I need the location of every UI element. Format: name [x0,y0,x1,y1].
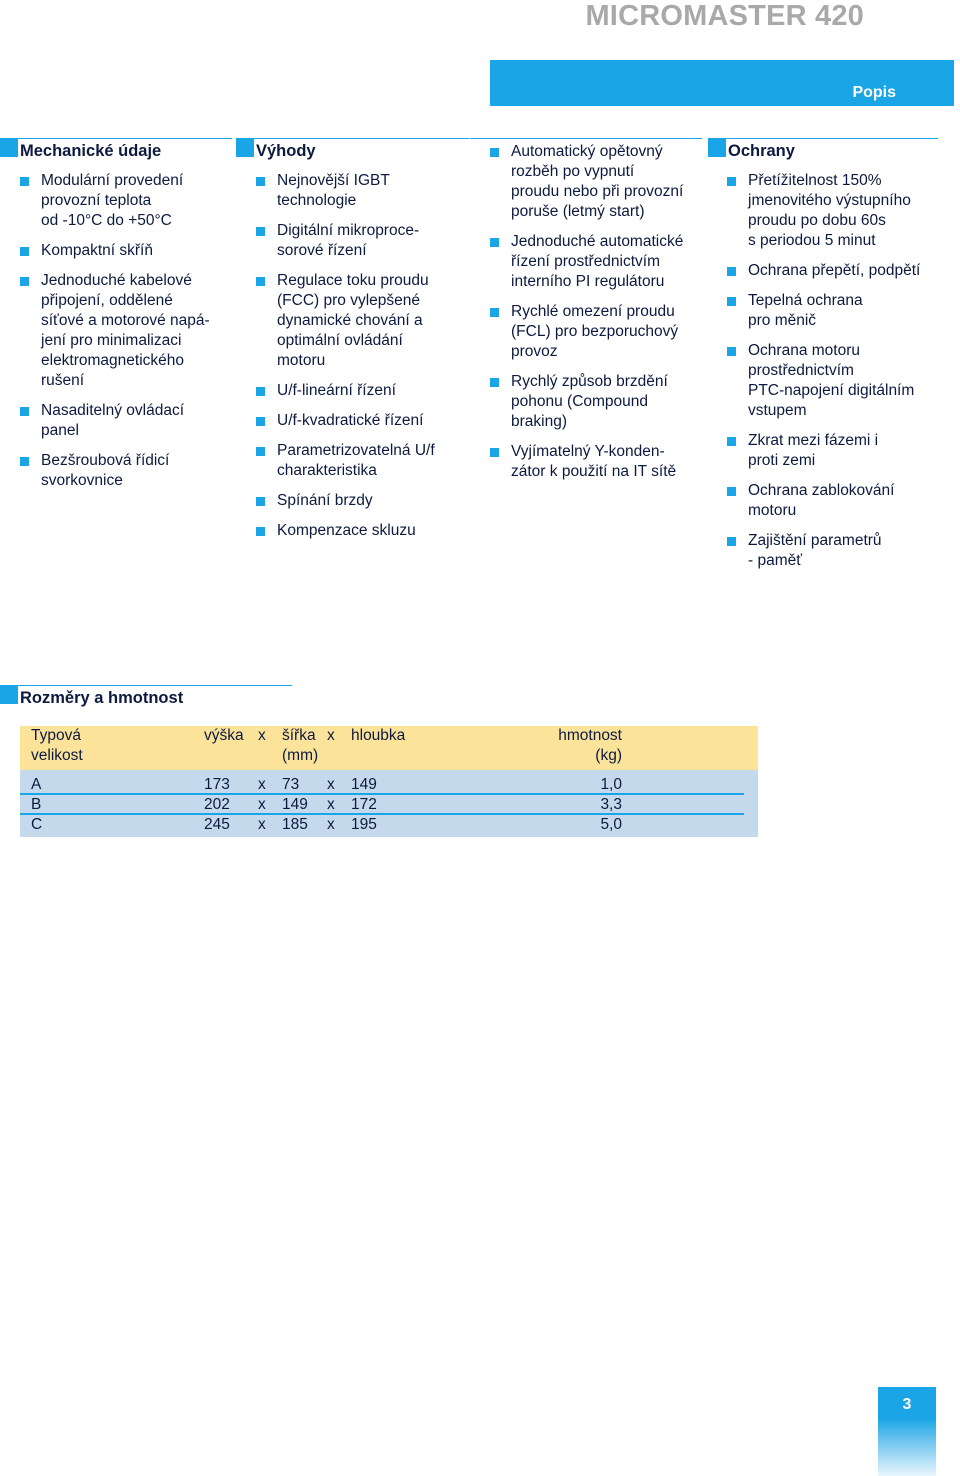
cell-weight: 5,0 [600,816,622,833]
table-body [20,770,758,837]
list-item [20,241,232,261]
cell-height: 202 [204,796,230,813]
cell-x-separator: x [258,796,266,813]
list-item-text: Kompenzace skluzu [277,522,416,539]
cell-x-separator: x [258,816,266,833]
bullet-square-icon [20,277,29,286]
cell-weight: 1,0 [600,776,622,793]
list-item [256,521,469,541]
list-item [727,531,938,571]
bullet-square-icon [490,148,499,157]
mechanical-column [0,138,232,501]
list-item-text: Tepelná ochrana pro měnič [748,292,863,329]
bullet-square-icon [727,437,736,446]
heading-square-icon [236,139,254,157]
list-item [256,411,469,431]
bullet-list [20,171,232,491]
list-item [20,171,232,231]
header-x-separator: x [258,727,266,744]
cell-height: 173 [204,776,230,793]
list-item-text: Nejnovější IGBT technologie [277,172,390,209]
list-item-text: Ochrana přepětí, podpětí [748,262,921,279]
heading-square-icon [0,686,18,704]
bullet-square-icon [490,238,499,247]
bullet-square-icon [256,527,265,536]
list-item-text: Parametrizovatelná U/f charakteristika [277,442,435,479]
bullet-square-icon [727,297,736,306]
cell-weight: 3,3 [600,796,622,813]
list-item [20,271,232,391]
table-header [20,726,758,770]
bullet-list [256,171,469,541]
list-item [727,291,938,331]
list-item-text: Automatický opětovný rozběh po vypnutí proudu nebo při provozní poruše (letmý start) [511,143,684,220]
section-title: Rozměry a hmotnost [20,689,184,707]
cell-x-separator: x [258,776,266,793]
list-item-text: Ochrana motoru prostřednictvím PTC-napojení digitálním vstupem [748,342,915,419]
list-item [727,171,938,251]
section-header [708,138,938,163]
bullet-square-icon [490,448,499,457]
list-item-text: Přetížitelnost 150% jmenovitého výstupního proudu po dobu 60s s periodou 5 minut [748,172,911,249]
section-header [236,138,469,163]
header-weight: hmotnost (kg) [558,727,622,764]
section-title: Mechanické údaje [20,142,162,160]
list-item [256,381,469,401]
cell-width: 185 [282,816,308,833]
bullet-square-icon [727,177,736,186]
list-item [256,491,469,511]
row-divider [20,793,744,795]
list-item [727,481,938,521]
bullet-square-icon [256,447,265,456]
bullet-square-icon [20,407,29,416]
list-item-text: Modulární provedení provozní teplota od -10°C do +50°C [41,172,184,229]
list-item-text: Ochrana zablokování motoru [748,482,895,519]
bullet-square-icon [256,277,265,286]
cell-size: A [31,776,42,793]
bullet-square-icon [727,487,736,496]
cell-height: 245 [204,816,230,833]
cell-width: 149 [282,796,308,813]
section-title: Ochrany [728,142,795,160]
bullet-square-icon [256,387,265,396]
header-x-separator: x [327,727,335,744]
list-item-text: Jednoduché automatické řízení prostřednictvím interního PI regulátoru [511,233,684,290]
cell-width: 73 [282,776,300,793]
section-label: Popis [852,84,896,101]
heading-square-icon [0,139,18,157]
list-item-text: U/f-lineární řízení [277,382,396,399]
bullet-square-icon [20,247,29,256]
protection-column [708,138,938,581]
header-size: Typová velikost [31,727,83,764]
cell-x-separator: x [327,796,335,813]
list-item-text: Spínání brzdy [277,492,373,509]
list-item-text: Rychlé omezení proudu (FCL) pro bezporuchový provoz [511,303,679,360]
advantages-continued-column [470,138,702,492]
list-item-text: Rychlý způsob brzdění pohonu (Compound braking) [511,373,668,430]
list-item-text: U/f-kvadratické řízení [277,412,424,429]
list-item-text: Jednoduché kabelové připojení, oddělené síťové a motorové napá- jení pro minimalizaci elektromagnetického rušení [41,272,210,389]
list-item-text: Nasaditelný ovládací panel [41,402,185,439]
bullet-square-icon [727,537,736,546]
cell-size: B [31,796,42,813]
list-item-text: Kompaktní skříň [41,242,153,259]
cell-depth: 195 [351,816,377,833]
list-item [256,221,469,261]
list-item [490,142,702,222]
header-width: šířka (mm) [282,727,319,764]
bullet-square-icon [490,378,499,387]
document-title: MICROMASTER 420 [585,0,864,32]
list-item-text: Vyjímatelný Y-konden- zátor k použití na IT sítě [511,443,677,480]
list-item [727,341,938,421]
cell-x-separator: x [327,816,335,833]
bullet-square-icon [727,347,736,356]
list-item [727,261,938,281]
bullet-square-icon [256,227,265,236]
list-item [490,302,702,362]
dimensions-header [0,685,292,710]
bullet-square-icon [20,177,29,186]
bullet-square-icon [256,497,265,506]
bullet-square-icon [727,267,736,276]
bullet-square-icon [490,308,499,317]
list-item-text: Regulace toku proudu (FCC) pro vylepšené dynamické chování a optimální ovládání motoru [277,272,429,369]
list-item [490,442,702,482]
list-item [490,232,702,292]
page-number: 3 [902,1396,912,1413]
list-item-text: Digitální mikroproce- sorové řízení [277,222,420,259]
cell-depth: 172 [351,796,377,813]
bullet-square-icon [256,417,265,426]
list-item-text: Zkrat mezi fázemi i proti zemi [748,432,879,469]
list-item [727,431,938,471]
cell-x-separator: x [327,776,335,793]
bullet-list [727,171,938,571]
list-item [20,451,232,491]
section-header [0,138,232,163]
section-header [0,685,292,710]
list-item [256,271,469,371]
section-title: Výhody [256,142,316,160]
row-divider [20,813,744,815]
cell-size: C [31,816,43,833]
dimensions-table [20,726,758,837]
list-item [256,441,469,481]
bullet-square-icon [20,457,29,466]
advantages-column [236,138,469,551]
page-number-tab [878,1387,936,1476]
list-item-text: Zajištění parametrů - paměť [748,532,882,569]
list-item-text: Bezšroubová řídicí svorkovnice [41,452,170,489]
bullet-square-icon [256,177,265,186]
header-depth: hloubka [351,727,406,744]
list-item [256,171,469,211]
bullet-list [490,142,702,482]
list-item [20,401,232,441]
header-height: výška [204,727,244,744]
list-item [490,372,702,432]
cell-depth: 149 [351,776,377,793]
section-band [490,60,954,106]
heading-square-icon [708,139,726,157]
